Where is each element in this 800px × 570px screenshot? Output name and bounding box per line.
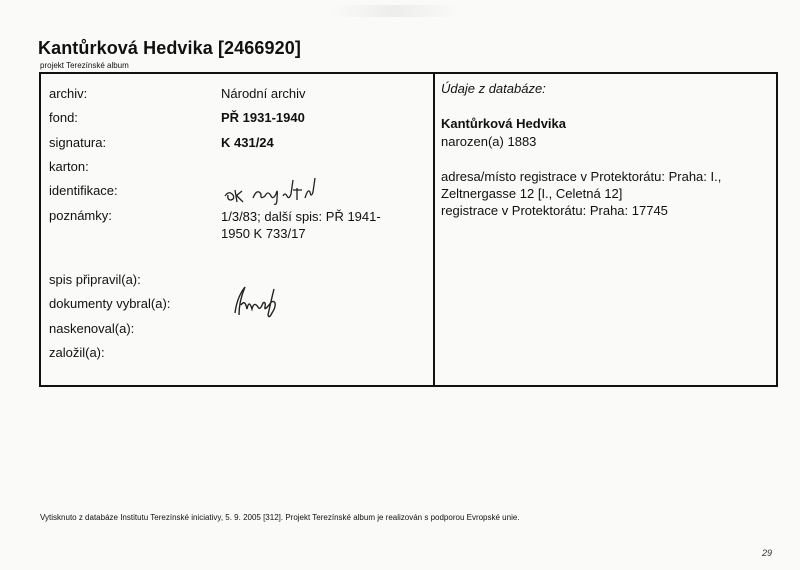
label-fond: fond: bbox=[49, 110, 78, 125]
label-dokumenty-vybral: dokumenty vybral(a): bbox=[49, 296, 171, 311]
page-title: Kantůrková Hedvika [2466920] bbox=[38, 38, 301, 58]
value-signatura: K 431/24 bbox=[221, 135, 274, 150]
handwritten-identification bbox=[219, 176, 339, 206]
print-footer: Vytisknuto z databáze Institutu Terezínské iniciativy, 5. 9. 2005 [312]. Projekt Terezínské album je realizován s podporou Evropské unie. bbox=[40, 513, 520, 522]
label-zalozil: založil(a): bbox=[49, 345, 105, 360]
value-poznamky: 1/3/83; další spis: PŘ 1941-1950 K 733/17 bbox=[221, 209, 381, 241]
handwritten-signature bbox=[231, 279, 301, 321]
value-archiv: Národní archiv bbox=[221, 86, 306, 101]
label-karton: karton: bbox=[49, 159, 89, 174]
value-fond: PŘ 1931-1940 bbox=[221, 110, 305, 125]
corner-page-mark: 29 bbox=[762, 548, 773, 558]
scan-smudge bbox=[330, 5, 460, 17]
project-subtitle: projekt Terezínské album bbox=[40, 61, 129, 70]
label-identifikace: identifikace: bbox=[49, 183, 118, 198]
label-naskenoval: naskenoval(a): bbox=[49, 321, 135, 336]
database-born: narozen(a) 1883 bbox=[441, 134, 537, 149]
label-spis-pripravil: spis připravil(a): bbox=[49, 272, 141, 287]
record-card bbox=[39, 72, 778, 387]
database-address: adresa/místo registrace v Protektorátu: Praha: I., Zeltnergasse 12 [I., Celetná 12] bbox=[441, 169, 722, 201]
database-heading: Údaje z databáze: bbox=[441, 81, 546, 96]
database-registration: registrace v Protektorátu: Praha: 17745 bbox=[441, 203, 668, 218]
column-divider bbox=[433, 74, 435, 385]
label-archiv: archiv: bbox=[49, 86, 88, 101]
database-person-name: Kantůrková Hedvika bbox=[441, 116, 566, 131]
label-poznamky: poznámky: bbox=[49, 208, 112, 223]
label-signatura: signatura: bbox=[49, 135, 107, 150]
